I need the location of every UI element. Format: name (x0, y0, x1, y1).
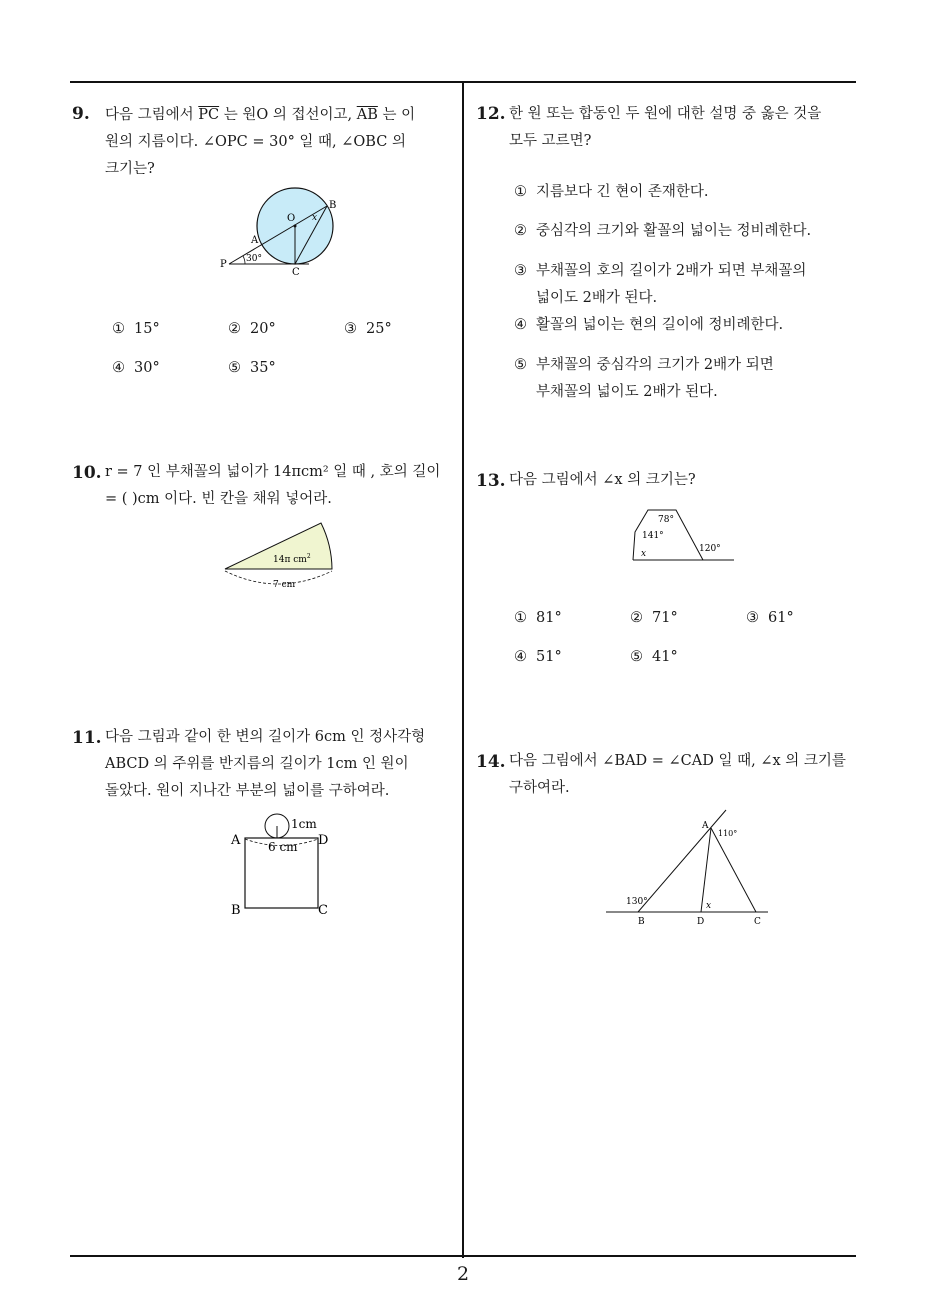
svg-text:130°: 130° (626, 897, 648, 907)
svg-text:x: x (312, 213, 318, 223)
svg-text:78°: 78° (658, 515, 674, 525)
q10-sector-figure (218, 515, 358, 595)
svg-text:141°: 141° (642, 531, 664, 541)
svg-text:x: x (706, 901, 712, 911)
svg-text:x: x (641, 549, 647, 559)
svg-text:D: D (318, 833, 329, 848)
q13-figure (628, 500, 740, 566)
q10-area-label: 14π $cm^2$ (273, 553, 311, 565)
q13-option-5[interactable]: ⑤ 41° (630, 649, 678, 665)
q9-option-4[interactable]: ④ 30° (112, 360, 160, 376)
svg-text:A: A (231, 833, 241, 848)
q14-number: 14. (476, 752, 506, 772)
svg-text:30°: 30° (246, 254, 262, 264)
q9-figure (215, 182, 345, 280)
svg-text:1cm: 1cm (291, 817, 317, 831)
q13-number: 13. (476, 471, 506, 491)
svg-text:A: A (702, 821, 709, 831)
svg-text:C: C (754, 917, 761, 927)
svg-text:C: C (292, 267, 300, 278)
bottom-rule (70, 1255, 856, 1257)
q13-option-1[interactable]: ① 81° (514, 610, 562, 626)
svg-text:D: D (697, 917, 705, 927)
q14-question: 다음 그림에서 ∠BAD = ∠CAD 일 때, ∠x 의 크기를 구하여라. (509, 753, 846, 796)
q11-square-figure (225, 808, 345, 920)
q9-number: 9. (72, 104, 90, 124)
q12-option-2[interactable]: ② 중심각의 크기와 활꼴의 넓이는 정비례한다. (514, 223, 812, 239)
svg-text:P: P (220, 259, 227, 270)
q11-question: 다음 그림과 같이 한 변의 길이가 6cm 인 정사각형 ABCD 의 주위를 반지름의 길이가 1cm 인 원이 돌았다. 원이 지나간 부분의 넓이를 구하여라. (105, 729, 426, 799)
column-divider (462, 82, 464, 1258)
q10-number: 10. (72, 463, 102, 483)
q13-question: 다음 그림에서 ∠x 의 크기는? (509, 472, 696, 488)
q9-option-5[interactable]: ⑤ 35° (228, 360, 276, 376)
q13-option-3[interactable]: ③ 61° (746, 610, 794, 626)
svg-text:B: B (638, 917, 645, 927)
svg-text:A: A (251, 235, 259, 246)
q9-option-3[interactable]: ③ 25° (344, 321, 392, 337)
q13-option-4[interactable]: ④ 51° (514, 649, 562, 665)
svg-text:110°: 110° (718, 829, 738, 838)
svg-text:O: O (287, 213, 296, 224)
q12-option-5[interactable]: ⑤ 부채꼴의 중심각의 크기가 2배가 되면 부채꼴의 넓이도 2배가 된다. (514, 357, 774, 400)
q12-number: 12. (476, 104, 506, 124)
q12-option-4[interactable]: ④ 활꼴의 넓이는 현의 길이에 정비례한다. (514, 317, 784, 333)
svg-text:C: C (318, 903, 328, 918)
svg-text:6 cm: 6 cm (268, 840, 298, 854)
svg-text:B: B (329, 200, 337, 211)
svg-text:120°: 120° (699, 544, 721, 554)
q11-number: 11. (72, 728, 102, 748)
q14-figure (600, 806, 775, 928)
q9-option-1[interactable]: ① 15° (112, 321, 160, 337)
q12-option-3[interactable]: ③ 부채꼴의 호의 길이가 2배가 되면 부채꼴의 넓이도 2배가 된다. (514, 263, 807, 306)
svg-text:B: B (231, 903, 241, 918)
q13-option-2[interactable]: ② 71° (630, 610, 678, 626)
q10-question: r = 7 인 부채꼴의 넓이가 14πcm² 일 때 , 호의 길이 = ( )cm 이다. 빈 칸을 채워 넣어라. (105, 464, 441, 507)
q12-option-1[interactable]: ① 지름보다 긴 현이 존재한다. (514, 184, 709, 200)
page-number: 2 (456, 1263, 470, 1285)
q12-question: 한 원 또는 합동인 두 원에 대한 설명 중 옳은 것을 모두 고르면? (509, 106, 822, 149)
svg-text:7 cm: 7 cm (273, 580, 296, 590)
q9-question: 다음 그림에서 $\overline{PC}$ 는 원O 의 접선이고, $\overline{AB}$ 는 이 원의 지름이다. ∠OPC = 30° 일 때, ∠OBC 의 크기는? (105, 107, 416, 177)
q9-option-2[interactable]: ② 20° (228, 321, 276, 337)
